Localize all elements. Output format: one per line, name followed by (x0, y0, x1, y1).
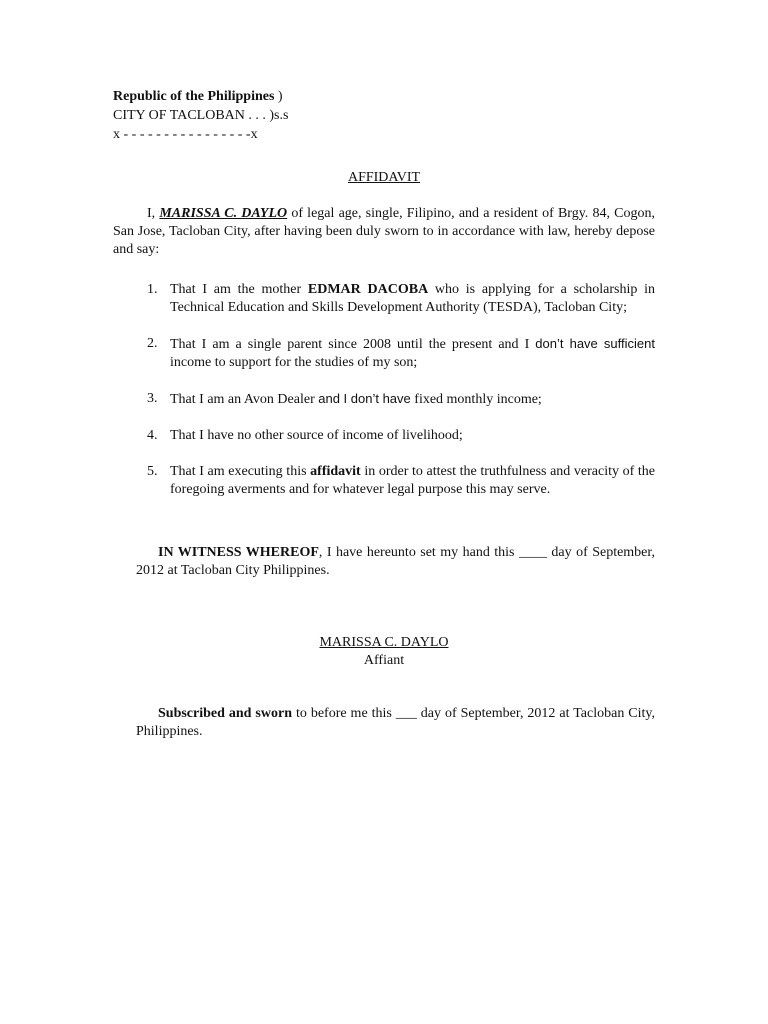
caption-line-separator: x - - - - - - - - - - - - - - - -x (113, 127, 258, 142)
witness-paragraph: IN WITNESS WHEREOF, I have hereunto set my hand this ____ day of September, 2012 at Tacloban City Philippines. (136, 545, 655, 578)
intro-paragraph: I, MARISSA C. DAYLO of legal age, single, Filipino, and a resident of Brgy. 84, Cogon, San Jose, Tacloban City, after having been duly sworn to in accordance with law, hereby depose and say: (113, 206, 655, 257)
signature-label: Affiant (363, 653, 405, 668)
list-item: 3. That I am an Avon Dealer and I don’t have fixed monthly income; (147, 391, 542, 407)
list-item: 5. That I am executing this affidavit in order to attest the truthfulness and veracity of the foregoing averments and for whatever legal purpose this may serve. (147, 464, 655, 497)
venue-caption (113, 88, 513, 145)
caption-line-republic: Republic of the Philippines ) (113, 89, 283, 104)
list-item: 1. That I am the mother EDMAR DACOBA who is applying for a scholarship in Technical Education and Skills Development Authority (TESDA), Tacloban City; (147, 282, 655, 315)
document-title: AFFIDAVIT (347, 170, 421, 185)
caption-line-city: CITY OF TACLOBAN . . . )s.s (113, 108, 289, 123)
signature-name: MARISSA C. DAYLO (319, 635, 449, 650)
affiant-name-inline: MARISSA C. DAYLO (159, 206, 288, 221)
list-item: 2. That I am a single parent since 2008 until the present and I don’t have sufficient income to support for the studies of my son; (147, 336, 655, 370)
list-item: 4. That I have no other source of income of livelihood; (147, 428, 463, 443)
averments-list (113, 281, 655, 517)
jurat-paragraph: Subscribed and sworn to before me this ___ day of September, 2012 at Tacloban City, Philippines. (136, 706, 655, 739)
